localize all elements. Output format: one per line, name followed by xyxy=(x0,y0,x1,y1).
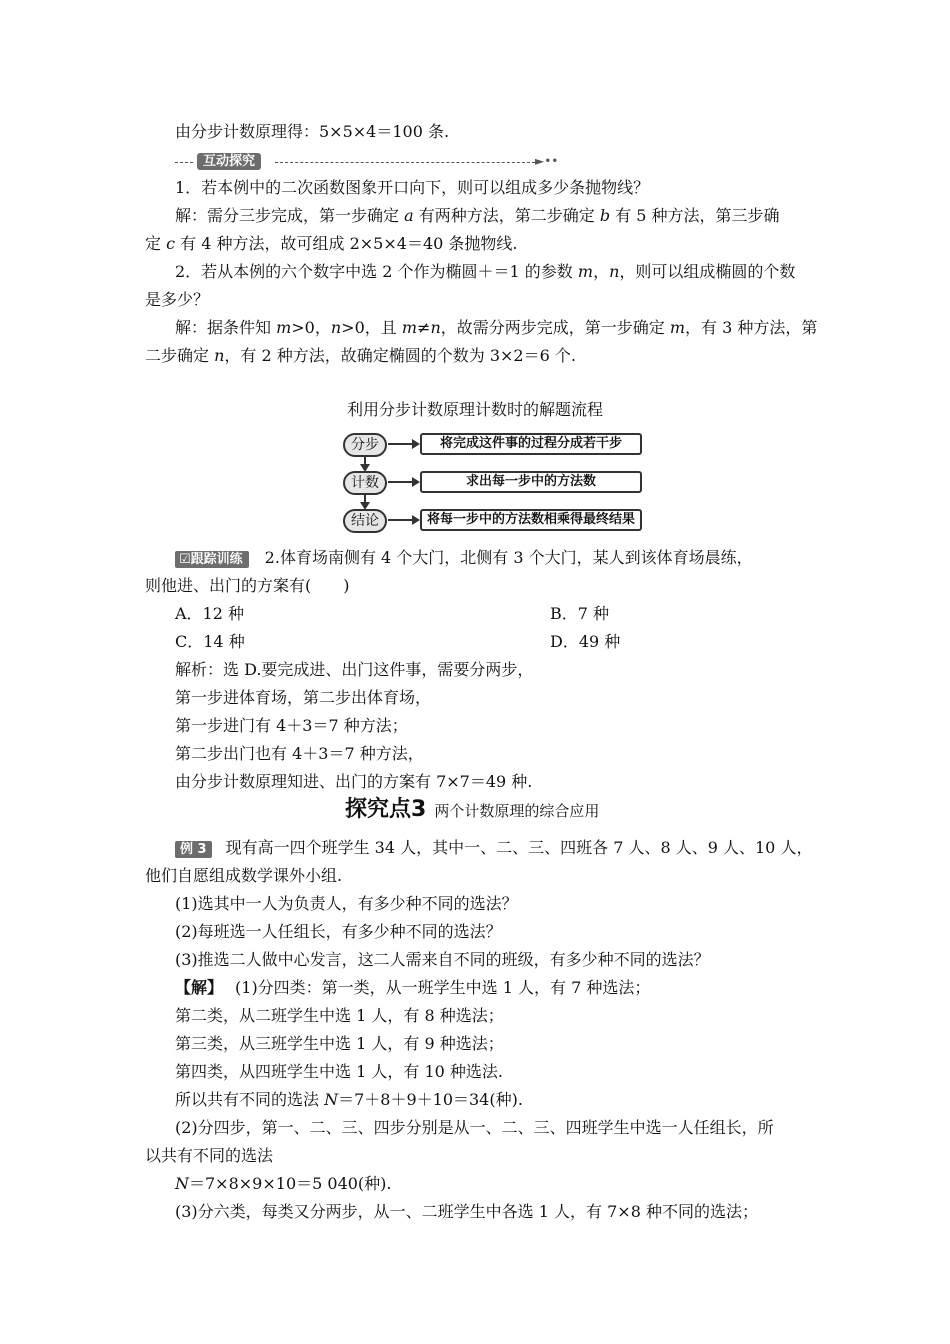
top-line: 由分步计数原理得：5×5×4＝100 条. xyxy=(175,122,450,141)
flow-step-2-label: 计数 xyxy=(343,471,387,495)
flow-down-arrow-2 xyxy=(364,495,366,508)
example-q1: (1)选其中一人为负责人，有多少种不同的选法？ xyxy=(175,894,518,913)
interactive-tag: 互动探究 xyxy=(197,153,261,170)
solution-line-3: 第一步进门有 4＋3＝7 种方法； xyxy=(175,716,408,735)
follow-question-line-1: ☑跟踪训练 2.体育场南侧有 4 个大门，北侧有 3 个大门，某人到该体育场晨练， xyxy=(175,548,753,568)
example-line-1: 例 3 现有高一四个班学生 34 人，其中一、二、三、四班各 7 人、8 人、9 人、10 人， xyxy=(175,838,812,858)
example-q2: (2)每班选一人任组长，有多少种不同的选法？ xyxy=(175,922,502,941)
flow-step-1-label: 分步 xyxy=(343,433,387,457)
example-solution-6: (2)分四步，第一、二、三、四步分别是从一、二、三、四班学生中选一人任组长，所 xyxy=(175,1118,774,1137)
flow-step-1-text: 将完成这件事的过程分成若干步 xyxy=(420,433,642,455)
example-solution-7: 以共有不同的选法 xyxy=(145,1146,274,1165)
example-solution-9: (3)分六类，每类又分两步，从一、二班学生中各选 1 人，有 7×8 种不同的选法； xyxy=(175,1202,758,1221)
solution-line-4: 第二步出门也有 4＋3＝7 种方法， xyxy=(175,744,424,763)
follow-badge: ☑跟踪训练 xyxy=(175,551,249,568)
answer-2-line-1: 解：据条件知 m>0，n>0，且 m≠n，故需分两步完成，第一步确定 m，有 3 种方法，第 xyxy=(175,318,818,337)
example-line-2: 他们自愿组成数学课外小组. xyxy=(145,866,343,885)
example-solution-2: 第二类，从二班学生中选 1 人，有 8 种选法； xyxy=(175,1006,504,1025)
example-solution-4: 第四类，从四班学生中选 1 人，有 10 种选法. xyxy=(175,1062,503,1081)
arrow-end-icon: ►•• xyxy=(535,154,559,168)
flow-title: 利用分步计数原理计数时的解题流程 xyxy=(346,400,603,419)
follow-question-line-2: 则他进、出门的方案有( ) xyxy=(145,576,350,595)
answer-2-line-2: 二步确定 n，有 2 种方法，故确定椭圆的个数为 3×2＝6 个. xyxy=(145,346,576,365)
example-q3: (3)推选二人做中心发言，这二人需来自不同的班级，有多少种不同的选法？ xyxy=(175,950,710,969)
question-2-line-1: 2．若从本例的六个数字中选 2 个作为椭圆＋＝1 的参数 m，n，则可以组成椭圆的个数 xyxy=(175,262,796,281)
question-2-line-2: 是多少？ xyxy=(145,290,210,309)
flow-arrow-1 xyxy=(388,443,418,445)
solution-line-1: 解析：选 D.要完成进、出门这件事，需要分两步， xyxy=(175,660,534,679)
solution-line-5: 由分步计数原理知进、出门的方案有 7×7＝49 种. xyxy=(175,772,533,791)
option-a: A．12 种 xyxy=(175,604,245,623)
example-solution-1: 【解】 (1)分四类：第一类，从一班学生中选 1 人，有 7 种选法； xyxy=(175,978,651,997)
example-solution-8: N＝7×8×9×10＝5 040(种). xyxy=(175,1174,392,1193)
option-d: D．49 种 xyxy=(550,632,621,651)
answer-1-line-1: 解：需分三步完成，第一步确定 a 有两种方法，第二步确定 b 有 5 种方法，第三步确 xyxy=(175,206,780,225)
answer-1-line-2: 定 c 有 4 种方法，故可组成 2×5×4＝40 条抛物线. xyxy=(145,234,518,253)
example-solution-3: 第三类，从三班学生中选 1 人，有 9 种选法； xyxy=(175,1034,504,1053)
flow-arrow-3 xyxy=(388,519,418,521)
option-b: B．7 种 xyxy=(550,604,610,623)
flow-down-arrow-1 xyxy=(364,457,366,470)
checklist-icon: ☑ xyxy=(179,552,191,567)
flow-step-3-label: 结论 xyxy=(343,509,387,533)
option-c: C．14 种 xyxy=(175,632,245,651)
flow-step-3-text: 将每一步中的方法数相乘得最终结果 xyxy=(420,509,642,531)
section-heading: 探究点3 两个计数原理的综合应用 xyxy=(345,797,600,822)
question-1: 1．若本例中的二次函数图象开口向下，则可以组成多少条抛物线？ xyxy=(175,178,650,197)
interactive-divider xyxy=(175,152,560,172)
flow-step-2-text: 求出每一步中的方法数 xyxy=(420,471,642,493)
example-solution-5: 所以共有不同的选法 N＝7＋8＋9＋10＝34(种). xyxy=(175,1090,523,1109)
solution-line-2: 第一步进体育场，第二步出体育场， xyxy=(175,688,432,707)
flow-arrow-2 xyxy=(388,481,418,483)
example-badge: 例 3 xyxy=(175,841,212,858)
